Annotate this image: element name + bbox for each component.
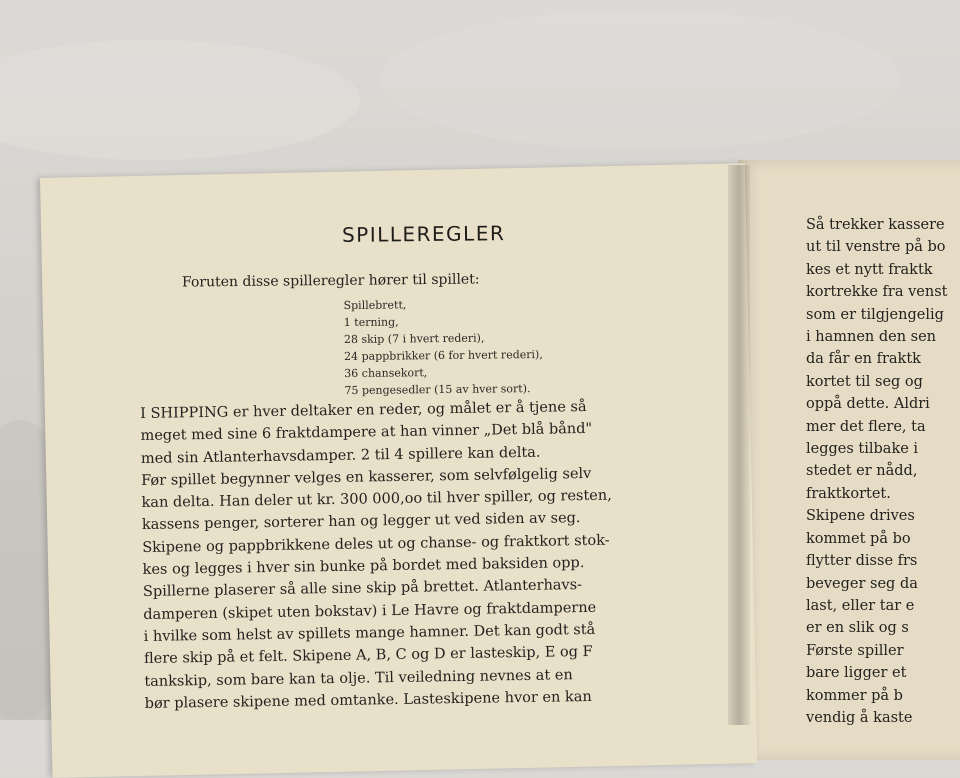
text-line: vendig å kaste: [806, 709, 913, 726]
text-line: flytter disse frs: [806, 553, 918, 570]
intro-text: Foruten disse spilleregler hører til spillet:: [181, 271, 480, 291]
text-line: med sin Atlanterhavsdamper. 2 til 4 spillere kan delta.: [140, 444, 541, 467]
text-line: ut til venstre på bo: [806, 239, 946, 256]
text-line: Skipene og pappbrikkene deles ut og chanse- og fraktkort stok-: [142, 532, 610, 556]
text-line: kortet til seg og: [806, 373, 923, 390]
page-fold: [728, 165, 750, 725]
cloth-fold: [0, 40, 360, 160]
list-item: 24 pappbrikker (6 for hvert rederi),: [344, 347, 543, 364]
text-line: kortrekke fra venst: [806, 284, 948, 301]
text-line: er en slik og s: [806, 620, 909, 637]
text-line: i hamnen den sen: [806, 329, 937, 346]
list-item: 75 pengesedler (15 av hver sort).: [344, 382, 531, 398]
body-text: [140, 394, 705, 715]
text-line: kommet på bo: [806, 530, 911, 547]
text-line: bør plasere skipene med omtanke. Lasteskipene hvor en kan: [144, 688, 592, 712]
text-line: Første spiller: [806, 642, 904, 659]
text-line: Spillerne plaserer så alle sine skip på brettet. Atlanterhavs-: [142, 577, 583, 601]
text-line: legges tilbake i: [806, 441, 919, 458]
text-line: fraktkortet.: [806, 485, 891, 502]
component-list: [343, 295, 543, 399]
text-line: kan delta. Han deler ut kr. 300 000,oo til hver spiller, og resten,: [141, 487, 612, 512]
page-title: SPILLEREGLER: [341, 221, 506, 247]
list-item: 1 terning,: [343, 315, 399, 330]
text-line: flere skip på et felt. Skipene A, B, C og D er lasteskip, E og F: [143, 644, 593, 668]
list-item: Spillebrett,: [343, 298, 407, 313]
cloth-fold: [380, 10, 900, 150]
text-line: Skipene drives: [806, 508, 915, 525]
text-line: kommer på b: [806, 687, 903, 704]
text-line: i hvilke som helst av spillets mange hamner. Det kan godt stå: [143, 621, 596, 645]
text-line: beveger seg da: [806, 575, 918, 592]
text-line: oppå dette. Aldri: [806, 396, 930, 413]
text-line: Så trekker kassere: [806, 217, 945, 233]
text-line: da får en fraktk: [806, 351, 921, 368]
text-line: meget med sine 6 fraktdampere at han vinner „Det blå bånd": [140, 421, 593, 445]
text-line: last, eller tar e: [806, 597, 915, 614]
text-line: mer det flere, ta: [806, 418, 926, 435]
list-item: 36 chansekort,: [344, 366, 428, 381]
text-line: I SHIPPING er hver deltaker en reder, og målet er å tjene så: [140, 398, 587, 422]
text-line: Før spillet begynner velges en kasserer, som selvfølgelig selv: [141, 465, 592, 489]
text-line: kes et nytt fraktk: [806, 261, 933, 278]
text-line: kassens penger, sorterer han og legger ut ved siden av seg.: [141, 510, 581, 534]
text-line: damperen (skipet uten bokstav) i Le Havre og fraktdamperne: [143, 599, 597, 623]
text-line: som er tilgjengelig: [806, 306, 944, 323]
right-page-text: [806, 214, 960, 729]
list-item: 28 skip (7 i hvert rederi),: [343, 331, 485, 347]
text-line: stedet er nådd,: [806, 463, 918, 480]
text-line: tankskip, som bare kan ta olje. Til veiledning nevnes at en: [144, 666, 573, 690]
text-line: bare ligger et: [806, 665, 907, 682]
text-line: kes og legges i hver sin bunke på bordet med baksiden opp.: [142, 555, 585, 579]
